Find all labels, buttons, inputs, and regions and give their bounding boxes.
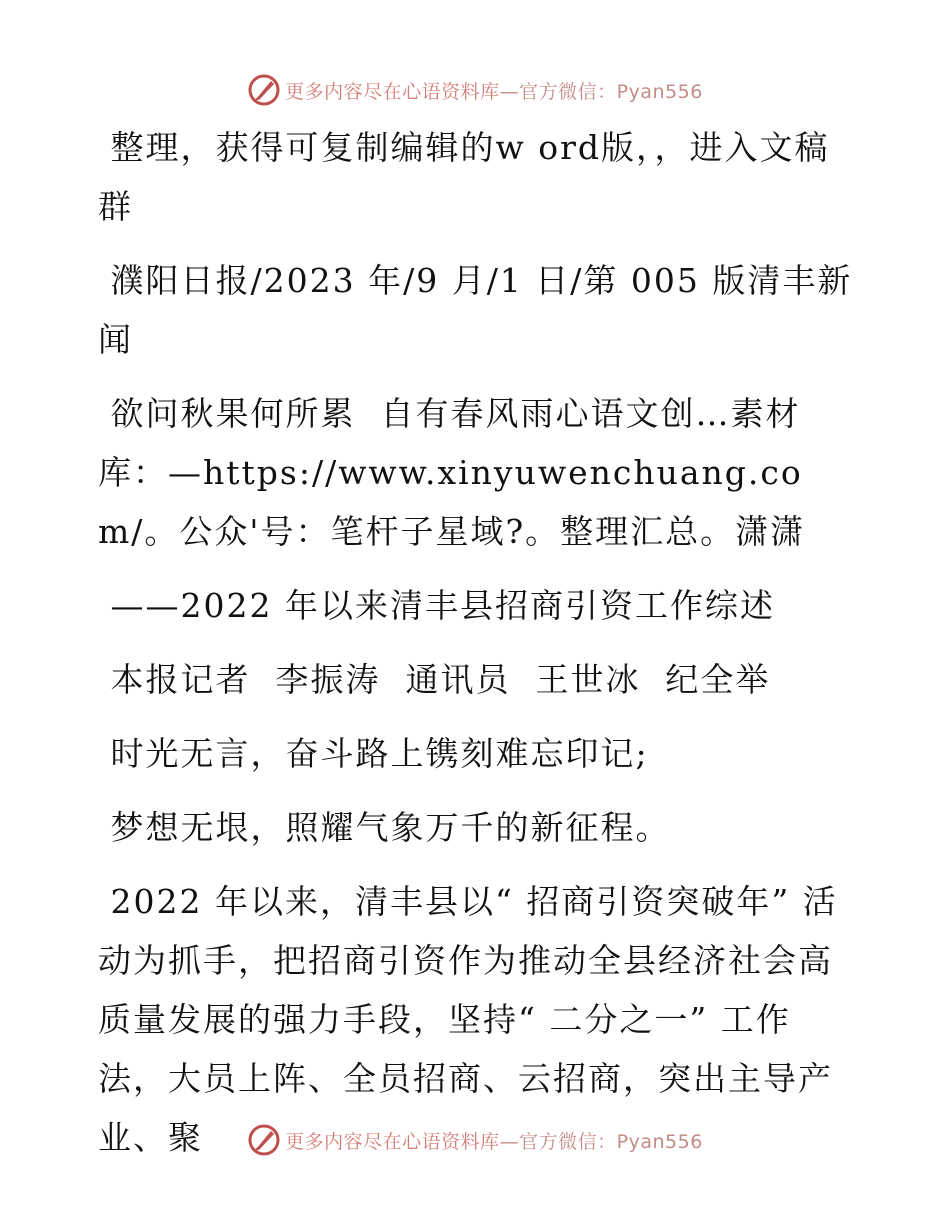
paragraph-subtitle: ——2022 年以来清丰县招商引资工作综述 [98, 586, 775, 625]
paragraph-body: 2022 年以来，清丰县以“ 招商引资突破年” 活动为抓手，把招商引资作为推动全县经济社会高质量发展的强力手段，坚持“ 二分之一” 工作法，大员上阵、全员招商、云招商，突出主导产业、聚 [98, 882, 838, 1157]
paragraph-byline: 本报记者 李振涛 通讯员 王世冰 纪全举 [98, 660, 771, 699]
paragraph-lead-1: 时光无言，奋斗路上镌刻难忘印记; [98, 734, 649, 773]
footer-watermark [0, 1120, 950, 1160]
watermark-text: 更多内容尽在心语资料库—官方微信：Pyan556 [285, 80, 703, 103]
paragraph-intro: 整理，获得可复制编辑的w ord版，，进入文稿群 [98, 128, 830, 226]
header-watermark [0, 70, 950, 110]
paragraph-headline: 欲问秋果何所累 自有春风雨心语文创…素材库：—https://www.xinyuwenchuang.com/。公众'号：笔杆子星域?。整理汇总。潇潇 [98, 394, 806, 551]
document-body [98, 118, 858, 1167]
paragraph-lead-2: 梦想无垠，照耀气象万千的新征程。 [98, 808, 671, 847]
paragraph-source: 濮阳日报/2023 年/9 月/1 日/第 005 版清丰新闻 [98, 261, 853, 359]
quill-logo-icon [247, 1123, 281, 1157]
quill-logo-icon [247, 73, 281, 107]
watermark-text: 更多内容尽在心语资料库—官方微信：Pyan556 [285, 1130, 703, 1153]
